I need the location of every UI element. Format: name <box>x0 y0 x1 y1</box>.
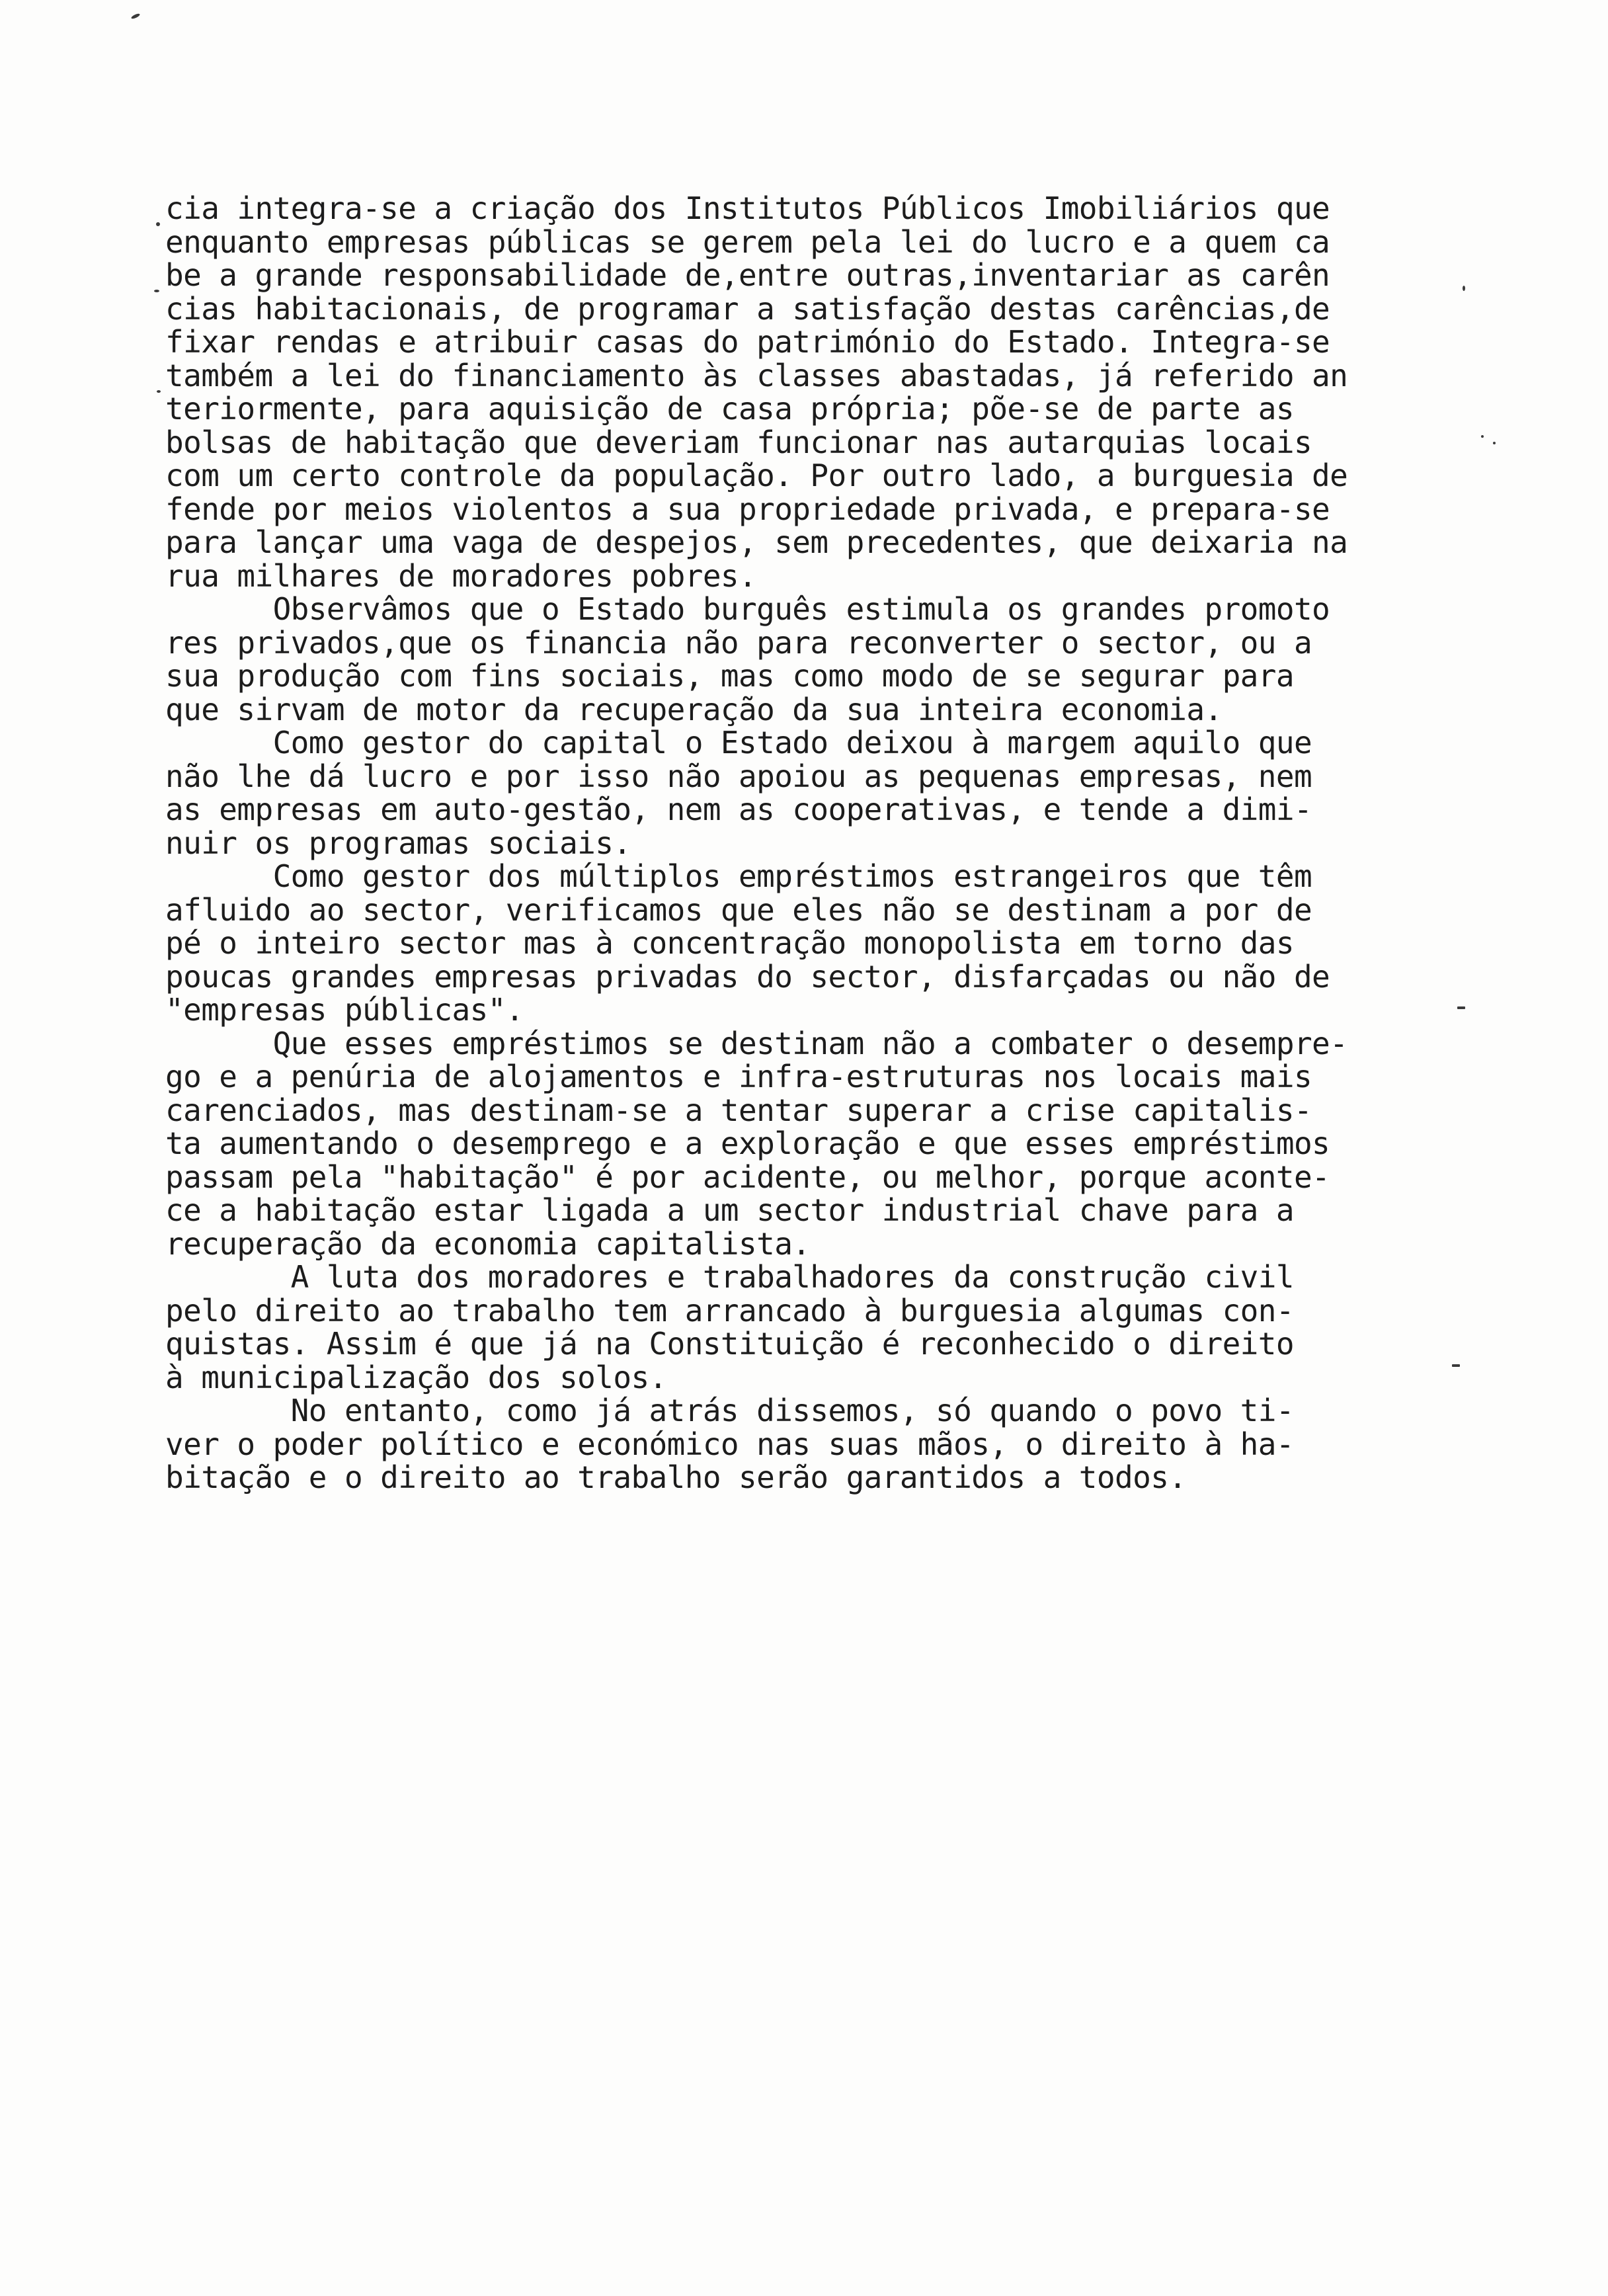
text-line: com um certo controle da população. Por outro lado, a burguesia de <box>165 458 1348 493</box>
text-line: bolsas de habitação que deveriam funcionar nas autarquias locais <box>165 424 1312 460</box>
text-line: res privados,que os financia não para reconverter o sector, ou a <box>165 624 1312 661</box>
text-line: ver o poder político e económico nas suas mãos, o direito à ha- <box>165 1426 1294 1462</box>
ink-speck <box>1493 442 1496 444</box>
text-line: fende por meios violentos a sua propriedade privada, e prepara-se <box>165 491 1330 527</box>
text-line: recuperação da economia capitalista. <box>165 1225 811 1262</box>
text-line: teriormente, para aquisição de casa própria; põe-se de parte as <box>165 391 1294 427</box>
text-line: cia integra-se a criação dos Institutos Públicos Imobiliários que <box>165 190 1330 226</box>
text-line: não lhe dá lucro e por isso não apoiou as pequenas empresas, nem <box>165 758 1312 794</box>
text-line: à municipalização dos solos. <box>165 1359 667 1395</box>
text-line: rua milhares de moradores pobres. <box>165 557 757 594</box>
ink-speck <box>154 290 159 292</box>
text-line: bitação e o direito ao trabalho serão garantidos a todos. <box>165 1459 1187 1495</box>
text-line: No entanto, como já atrás dissemos, só quando o povo ti- <box>165 1393 1294 1428</box>
text-line: pé o inteiro sector mas à concentração monopolista em torno das <box>165 925 1294 961</box>
text-line: Observâmos que o Estado burguês estimula os grandes promoto <box>165 591 1330 627</box>
ink-speck <box>156 222 160 226</box>
text-line: que sirvam de motor da recuperação da sua inteira economia. <box>165 691 1223 727</box>
text-line: poucas grandes empresas privadas do sector, disfarçadas ou não de <box>165 958 1330 995</box>
text-line: go e a penúria de alojamentos e infra-estruturas nos locais mais <box>165 1059 1312 1094</box>
text-line: "empresas públicas". <box>165 992 524 1028</box>
text-line: enquanto empresas públicas se gerem pela lei do lucro e a quem ca <box>165 224 1330 260</box>
text-line: passam pela "habitação" é por acidente, ou melhor, porque aconte- <box>165 1159 1330 1195</box>
text-line: Como gestor do capital o Estado deixou à margem aquilo que <box>165 725 1312 760</box>
text-line: para lançar uma vaga de despejos, sem precedentes, que deixaria na <box>165 524 1348 560</box>
text-line: ta aumentando o desemprego e a exploração e que esses empréstimos <box>165 1126 1330 1161</box>
text-line: be a grande responsabilidade de,entre outras,inventariar as carên <box>165 257 1330 293</box>
ink-speck <box>157 390 161 393</box>
text-line: carenciados, mas destinam-se a tentar superar a crise capitalis- <box>165 1092 1312 1128</box>
text-line: Que esses empréstimos se destinam não a combater o desempre- <box>165 1025 1348 1061</box>
text-line: fixar rendas e atribuir casas do património do Estado. Integra-se <box>165 324 1330 360</box>
ink-speck <box>131 13 141 19</box>
text-line: A luta dos moradores e trabalhadores da construção civil <box>165 1259 1294 1295</box>
text-line: pelo direito ao trabalho tem arrancado à burguesia algumas con- <box>165 1292 1294 1329</box>
text-line: Como gestor dos múltiplos empréstimos estrangeiros que têm <box>165 858 1312 894</box>
text-line: sua produção com fins sociais, mas como modo de se segurar para <box>165 658 1294 694</box>
text-line: nuir os programas sociais. <box>165 825 631 861</box>
text-line: afluido ao sector, verificamos que eles não se destinam a por de <box>165 891 1312 928</box>
text-line: quistas. Assim é que já na Constituição é reconhecido o direito <box>165 1326 1294 1362</box>
typed-body-text <box>165 192 1488 1495</box>
text-line: cias habitacionais, de programar a satisfação destas carências,de <box>165 290 1330 327</box>
text-line: também a lei do financiamento às classes abastadas, já referido an <box>165 357 1348 393</box>
text-line: ce a habitação estar ligada a um sector industrial chave para a <box>165 1192 1294 1228</box>
text-line: as empresas em auto-gestão, nem as cooperativas, e tende a dimi- <box>165 792 1312 827</box>
